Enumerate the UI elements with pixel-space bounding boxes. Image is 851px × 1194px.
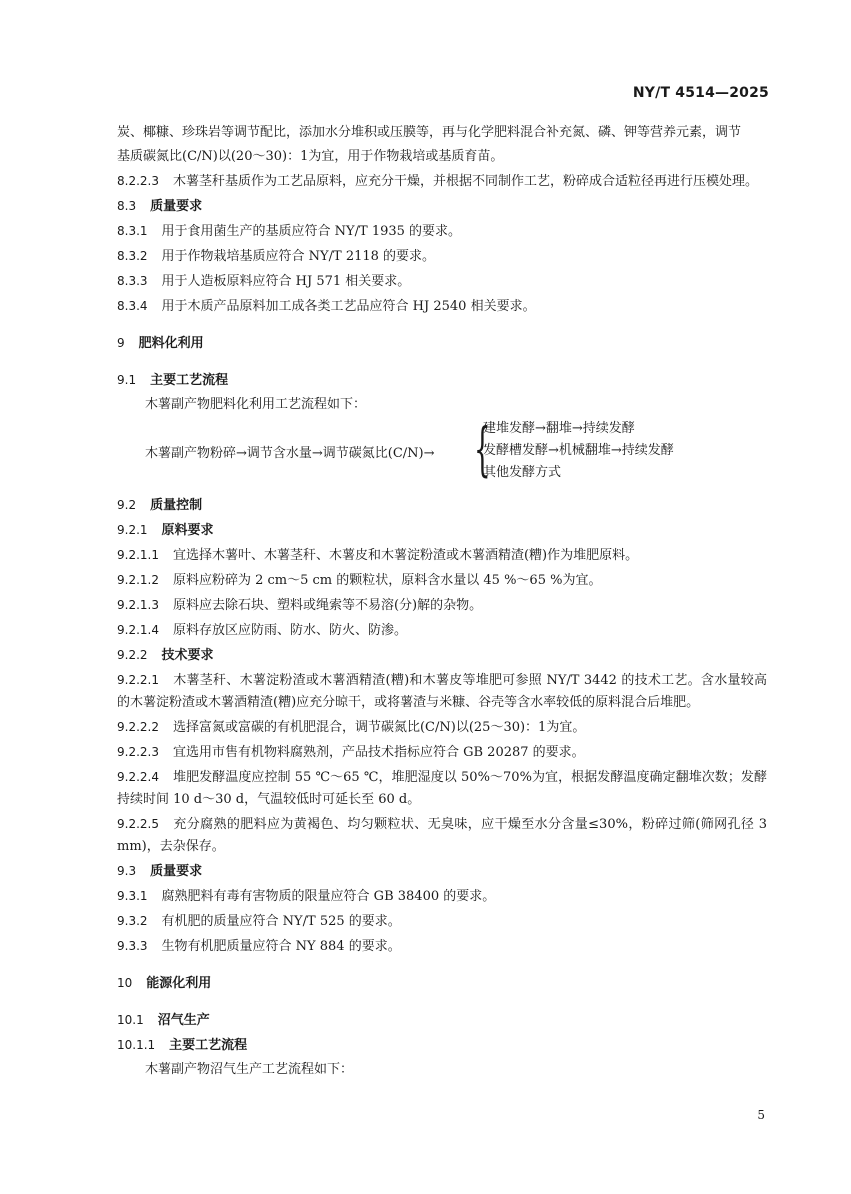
clause-number: 9.2.1.1: [117, 548, 159, 562]
clause-9-2-2-2: [117, 716, 767, 739]
clause-number: 9.2.2.2: [117, 720, 159, 734]
clause-text: 原料应粉碎为 2 cm～5 cm 的颗粒状，原料含水量以 45 %～65 %为宜。: [172, 573, 602, 588]
heading-title: 肥料化利用: [138, 336, 204, 351]
clause-text: 木薯茎秆基质作为工艺品原料，应充分干燥，并根据不同制作工艺，粉碎成合适粒径再进行压模处理。: [172, 174, 758, 189]
process-flow-diagram: [117, 415, 767, 488]
heading-title: 沼气生产: [157, 1013, 210, 1028]
heading-9-2: [117, 494, 767, 517]
process-intro: 木薯副产物肥料化利用工艺流程如下：: [145, 397, 367, 412]
clause-text: 用于人造板原料应符合 HJ 571 相关要求。: [161, 274, 411, 289]
clause-9-3-3: [117, 935, 767, 958]
heading-title: 质量控制: [150, 498, 203, 513]
flow-brace: {: [474, 415, 491, 483]
document-code: NY/T 4514—2025: [632, 85, 769, 101]
clause-text: 用于木质产品原料加工成各类工艺品应符合 HJ 2540 相关要求。: [161, 299, 536, 314]
clause-number: 8.2.2.3: [117, 174, 159, 188]
clause-text: 用于作物栽培基质应符合 NY/T 2118 的要求。: [161, 249, 436, 264]
clause-text: 木薯茎秆、木薯淀粉渣或木薯酒精渣(糟)和木薯皮等堆肥可参照 NY/T 3442 的技术工艺。含水量较高的木薯淀粉渣或木薯酒精渣(糟)应充分晾干，或将薯渣与米糠、谷壳等含水率较低的原料混合后堆肥。: [117, 673, 767, 710]
clause-9-3-2: [117, 910, 767, 933]
paragraph: 炭、椰糠、珍珠岩等调节配比，添加水分堆积或压膜等，再与化学肥料混合补充氮、磷、钾等营养元素，调节: [117, 125, 742, 140]
heading-10-1: [117, 1009, 767, 1032]
clause-number: 9.2.1.3: [117, 598, 159, 612]
flow-branch: 建堆发酵→翻堆→持续发酵: [483, 421, 635, 436]
clause-8-3-4: [117, 295, 767, 318]
heading-number: 9.2.2: [117, 648, 148, 662]
clause-9-2-1-3: [117, 594, 767, 617]
heading-8-3: [117, 195, 767, 218]
clause-text: 用于食用菌生产的基质应符合 NY/T 1935 的要求。: [161, 224, 462, 239]
clause-text: 宜选用市售有机物料腐熟剂，产品技术指标应符合 GB 20287 的要求。: [172, 745, 585, 760]
heading-title: 主要工艺流程: [169, 1038, 248, 1053]
clause-text: 选择富氮或富碳的有机肥混合，调节碳氮比(C/N)以(25～30)：1为宜。: [172, 720, 586, 735]
flow-branch: 发酵槽发酵→机械翻堆→持续发酵: [483, 443, 674, 458]
clause-number: 9.3.1: [117, 889, 148, 903]
heading-number: 9.2.1: [117, 523, 148, 537]
heading-number: 9.2: [117, 498, 137, 512]
heading-title: 质量要求: [150, 199, 203, 214]
heading-title: 原料要求: [161, 523, 214, 538]
clause-number: 8.3.3: [117, 274, 148, 288]
clause-number: 9.2.2.3: [117, 745, 159, 759]
clause-number: 9.2.1.2: [117, 573, 159, 587]
heading-10: [117, 972, 767, 995]
heading-title: 技术要求: [161, 648, 214, 663]
clause-9-2-2-1: [117, 669, 767, 714]
flow-branches: [483, 418, 674, 484]
heading-10-1-1: [117, 1034, 767, 1057]
clause-number: 9.2.2.4: [117, 770, 159, 784]
flow-main-chain: 木薯副产物粉碎→调节含水量→调节碳氮比(C/N)→: [145, 446, 435, 461]
clause-text: 生物有机肥质量应符合 NY 884 的要求。: [161, 939, 401, 954]
heading-title: 质量要求: [150, 864, 203, 879]
process-intro: 木薯副产物沼气生产工艺流程如下：: [145, 1062, 354, 1077]
clause-number: 9.3.3: [117, 939, 148, 953]
heading-number: 10: [117, 976, 133, 990]
heading-number: 9.3: [117, 864, 137, 878]
clause-9-2-1-1: [117, 544, 767, 567]
clause-8-3-1: [117, 220, 767, 243]
clause-text: 有机肥的质量应符合 NY/T 525 的要求。: [161, 914, 401, 929]
clause-number: 8.3.1: [117, 224, 148, 238]
heading-number: 9.1: [117, 373, 137, 387]
clause-9-3-1: [117, 885, 767, 908]
heading-number: 8.3: [117, 199, 137, 213]
clause-9-2-2-4: [117, 766, 767, 811]
clause-9-2-1-4: [117, 619, 767, 642]
heading-number: 10.1.1: [117, 1038, 156, 1052]
clause-number: 9.3.2: [117, 914, 148, 928]
clause-8-2-2-3: [117, 170, 767, 193]
clause-text: 堆肥发酵温度应控制 55 ℃～65 ℃，堆肥湿度以 50%～70%为宜，根据发酵温度确定翻堆次数；发酵持续时间 10 d～30 d，气温较低时可延长至 60 d。: [117, 770, 767, 807]
clause-9-2-1-2: [117, 569, 767, 592]
flow-branch: 其他发酵方式: [483, 465, 562, 480]
clause-9-2-2-3: [117, 741, 767, 764]
heading-9-3: [117, 860, 767, 883]
paragraph: 基质碳氮比(C/N)以(20～30)：1为宜，用于作物栽培或基质育苗。: [117, 149, 504, 164]
heading-number: 9: [117, 336, 125, 350]
clause-number: 9.2.2.1: [117, 673, 159, 687]
clause-number: 9.2.1.4: [117, 623, 159, 637]
heading-9-2-2: [117, 644, 767, 667]
heading-9-2-1: [117, 519, 767, 542]
clause-number: 8.3.2: [117, 249, 148, 263]
heading-title: 主要工艺流程: [150, 373, 229, 388]
page-number: 5: [757, 1108, 765, 1122]
clause-8-3-2: [117, 245, 767, 268]
heading-number: 10.1: [117, 1013, 144, 1027]
clause-text: 充分腐熟的肥料应为黄褐色、均匀颗粒状、无臭味，应干燥至水分含量≤30%，粉碎过筛(筛网孔径 3 mm)，去杂保存。: [117, 817, 767, 854]
clause-8-3-3: [117, 270, 767, 293]
clause-number: 9.2.2.5: [117, 817, 159, 831]
clause-number: 8.3.4: [117, 299, 148, 313]
heading-title: 能源化利用: [146, 976, 212, 991]
clause-text: 腐熟肥料有毒有害物质的限量应符合 GB 38400 的要求。: [161, 889, 496, 904]
clause-text: 原料应去除石块、塑料或绳索等不易溶(分)解的杂物。: [172, 598, 483, 613]
heading-9: [117, 332, 767, 355]
clause-9-2-2-5: [117, 813, 767, 858]
heading-9-1: [117, 369, 767, 392]
document-body: [117, 122, 767, 1083]
clause-text: 原料存放区应防雨、防水、防火、防渗。: [172, 623, 407, 638]
clause-text: 宜选择木薯叶、木薯茎秆、木薯皮和木薯淀粉渣或木薯酒精渣(糟)作为堆肥原料。: [172, 548, 639, 563]
